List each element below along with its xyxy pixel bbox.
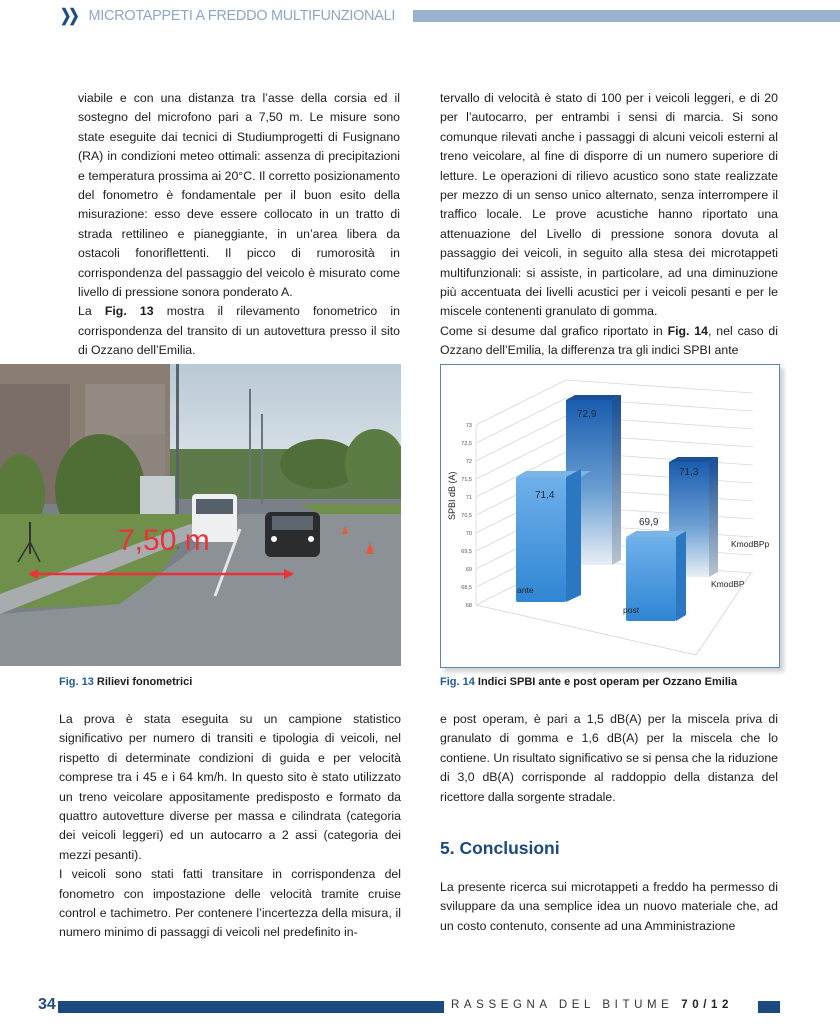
- spbi-3d-bar-chart: [441, 365, 779, 667]
- right-column-top: [440, 89, 778, 361]
- category-label: post: [623, 605, 640, 615]
- ytick: 68: [465, 603, 472, 609]
- fig13-photo: [0, 364, 401, 666]
- ytick: 72,5: [461, 441, 472, 447]
- section-heading: 5. Conclusioni: [440, 838, 560, 858]
- road-scene-illustration: [0, 364, 401, 666]
- fig14-caption-text: Indici SPBI ante e post operam per Ozzano Emilia: [477, 676, 738, 688]
- paragraph: tervallo di velocità è stato di 100 per i veicoli leggeri, e di 20 per l’autocarro, per entrambi i sensi di marcia. Si sono comunque rilevati anche i passaggi di alcuni veicoli esterni al treno veicolare, al fine di disporre di un numero superiore di letture. Le operazioni di rilievo acustico sono state realizzate per mezzo di un senso unico alternato, senza interrompere il traffico locale. Le prove acustiche hanno riportato una attenuazione del Livello di pressione sonora dovuta al passaggio dei veicoli, in seguito alla stesa dei microtappeti multifunzionali: si assiste, in particolare, ad una diminuzione più accentuata dei livelli acustici per i veicoli pesanti e per le miscele contenenti granulato di gomma.: [440, 91, 778, 319]
- magazine-name: RASSEGNA DEL BITUME 70/12: [451, 999, 734, 1011]
- data-label: 69,9: [639, 517, 659, 528]
- footer-block: [758, 1001, 780, 1013]
- ytick: 69,5: [461, 549, 472, 555]
- left-column-top: [78, 89, 400, 361]
- fig13-caption: [59, 676, 192, 688]
- issue-number: 70/12: [681, 999, 734, 1011]
- fig13-caption-text: Rilievi fonometrici: [96, 676, 193, 688]
- data-label: 71,4: [535, 490, 555, 501]
- paragraph: e post operam, è pari a 1,5 dB(A) per la miscela priva di granulato di gomma e 1,6 dB(A) per la miscela che lo contiene. Un risultato significativo se si pensa che la riduzione di 3,0 dB(A) corrisponde al raddoppio della distanza del ricettore dalla sorgente stradale.: [440, 712, 778, 804]
- double-chevron-right-icon: ❯❯: [60, 6, 77, 25]
- fig14-reference: Fig. 14: [667, 323, 708, 338]
- paragraph: I veicoli sono stati fatti transitare in corrispondenza del fonometro con impostazione delle velocità tramite cruise control e tachimetro. Per contenere l’incertezza della misura, il numero minimo di passaggi di veicoli nel predefinito in-: [59, 867, 401, 940]
- ytick: 71: [465, 495, 472, 501]
- header-bar: [413, 10, 840, 22]
- category-label: ante: [517, 585, 534, 595]
- page-number: 34: [38, 996, 56, 1013]
- right-column-bottom: [440, 710, 778, 807]
- paragraph-fig14-ref: Come si desume dal grafico riportato in Fig. 14, nel caso di Ozzano dell’Emilia, la differenza tra gli indici SPBI ante: [440, 323, 779, 358]
- page-footer: [0, 998, 840, 1016]
- distance-overlay-label: 7,50 m: [118, 524, 210, 557]
- ytick: 72: [465, 459, 472, 465]
- paragraph: viabile e con una distanza tra l’asse della corsia ed il sostegno del microfono pari a 7,50 m. Le misure sono state eseguite dai tecnici di Studiumprogetti di Fusignano (RA) in condizioni meteo ottimali: assenza di precipitazioni e temperatura prossima ai 20°C. Il corretto posizionamento del fonometro è fondamentale per il buon esito della misurazione: esso deve essere collocato in un tratto di strada rettilineo e pianeggiante, in un’area libera da ostacoli fonoriflettenti. Il picco di rumorosità in corrispondenza del passaggio del veicolo è misurato come livello di pressione sonora ponderato A.: [78, 91, 400, 300]
- paragraph-fig13-ref: La Fig. 13 mostra il rilevamento fonometrico in corrispondenza del transito di un autovettura presso il sito di Ozzano dell’Emilia.: [78, 304, 400, 358]
- ytick: 71,5: [461, 477, 472, 483]
- fig14-label: Fig. 14: [440, 676, 475, 688]
- paragraph: La presente ricerca sui microtappeti a freddo ha permesso di sviluppare da una semplice idea un nuovo materiale che, ad un costo contenuto, consente ad una Amministrazione: [440, 880, 778, 933]
- data-label: 72,9: [577, 409, 597, 420]
- ytick: 68,5: [461, 585, 472, 591]
- series-label: KmodBPp: [731, 539, 770, 549]
- y-axis-label: SPBI dB (A): [447, 471, 457, 520]
- ytick: 73: [465, 423, 472, 429]
- fig13-label: Fig. 13: [59, 676, 94, 688]
- footer-bar: [58, 1001, 444, 1013]
- header-title: MICROTAPPETI A FREDDO MULTIFUNZIONALI: [88, 8, 396, 24]
- running-header: [58, 6, 840, 26]
- conclusion-text: [440, 878, 778, 936]
- left-column-bottom: [59, 710, 401, 943]
- fig14-chart: [440, 364, 780, 668]
- fig13-reference: Fig. 13: [104, 304, 154, 319]
- data-label: 71,3: [679, 467, 699, 478]
- ytick: 70,5: [461, 513, 472, 519]
- paragraph: La prova è stata eseguita su un campione statistico significativo per numero di transiti e tipologia di veicoli, nel rispetto di determinate condizioni di guida e per velocità comprese tra i 45 e i 64 km/h. In questo sito è stato utilizzato un treno veicolare appositamente predisposto e formato da quattro autovetture diverse per massa e cilindrata (categoria dei veicoli leggeri) ed un autocarro a 2 assi (categoria dei mezzi pesanti).: [59, 712, 401, 862]
- series-label: KmodBP: [711, 579, 745, 589]
- fig14-caption: [440, 676, 737, 688]
- ytick: 70: [465, 531, 472, 537]
- ytick: 69: [465, 567, 472, 573]
